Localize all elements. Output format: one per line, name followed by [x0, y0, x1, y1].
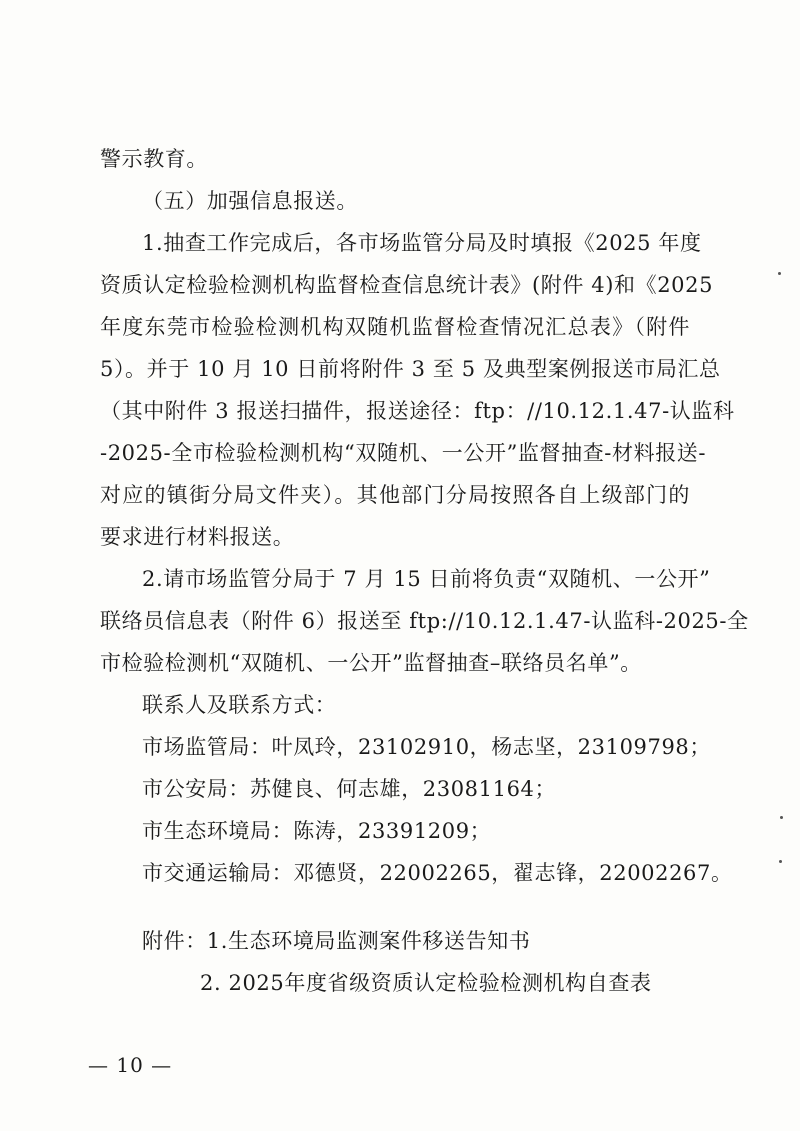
- contact-ecology-environment: 市生态环境局：陈涛，23391209；: [142, 819, 492, 843]
- scan-mark: [779, 860, 782, 863]
- contact-heading: 联系人及联系方式：: [142, 693, 337, 717]
- attachment-item-2: 2. 2025年度省级资质认定检验检测机构自查表: [200, 971, 652, 995]
- scan-mark: [778, 272, 781, 275]
- text-line-6: 5）。并于 10 月 10 日前将附件 3 至 5 及典型案例报送市局汇总: [100, 357, 721, 381]
- attachment-item-1: 附件：1.生态环境局监测案件移送告知书: [142, 929, 531, 953]
- text-line-13: 市检验检测机“双随机、一公开”监督抽查–联络员名单”。: [100, 651, 642, 675]
- text-line-8: -2025-全市检验检测机构“双随机、一公开”监督抽查-材料报送-: [100, 441, 707, 465]
- text-line-5: 年度东莞市检验检测机构双随机监督检查情况汇总表》（附件: [100, 315, 690, 339]
- contact-public-security: 市公安局：苏健良、何志雄，23081164；: [142, 777, 557, 801]
- text-line-7: （其中附件 3 报送扫描件，报送途径：ftp：//10.12.1.47-认监科: [100, 399, 735, 423]
- section-heading: （五）加强信息报送。: [142, 189, 358, 213]
- page-number: — 10 —: [88, 1053, 173, 1077]
- text-line-9: 对应的镇街分局文件夹）。其他部门分局按照各自上级部门的: [100, 483, 690, 507]
- text-line-11: 2.请市场监管分局于 7 月 15 日前将负责“双随机、一公开”: [142, 567, 711, 591]
- text-line-12: 联络员信息表（附件 6）报送至 ftp://10.12.1.47-认监科-2025-全: [100, 609, 749, 633]
- text-line-3: 1.抽查工作完成后，各市场监管分局及时填报《2025 年度: [142, 231, 702, 255]
- text-line-1: 警示教育。: [100, 147, 208, 171]
- text-line-10: 要求进行材料报送。: [100, 525, 295, 549]
- scan-mark: [780, 816, 783, 819]
- text-line-4: 资质认定检验检测机构监督检查信息统计表》(附件 4)和《2025: [100, 273, 714, 297]
- contact-transport: 市交通运输局：邓德贤，22002265，翟志锋，22002267。: [142, 861, 733, 885]
- contact-market-supervision: 市场监管局：叶凤玲，23102910，杨志坚，23109798；: [142, 735, 711, 759]
